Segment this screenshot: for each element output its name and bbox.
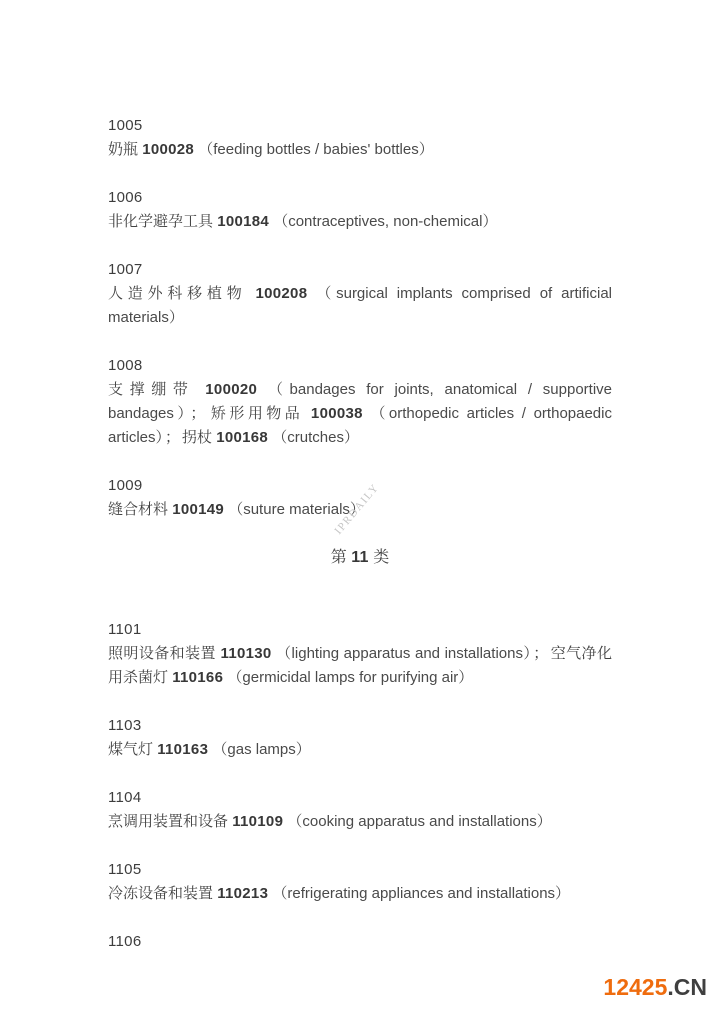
item-english: （orthopedic articles / orthopaedic articles） xyxy=(108,405,612,446)
item-term: 冷冻设备和装置 xyxy=(108,886,214,902)
watermark-text: IPRDAILY xyxy=(332,481,382,537)
item-code: 100208 xyxy=(255,285,308,302)
group-code: 1009 xyxy=(108,477,143,494)
item-term: 缝合材料 xyxy=(108,502,169,518)
class-heading-prefix: 第 xyxy=(330,549,347,566)
class-group-1008 xyxy=(108,354,612,450)
item-english: （feeding bottles / babies' bottles） xyxy=(198,141,434,158)
site-logo-number: 12425 xyxy=(603,974,668,1000)
site-logo-tld: .CN xyxy=(667,974,707,1000)
item-term: 照明设备和装置 xyxy=(108,646,216,662)
class-group-1104 xyxy=(108,786,612,834)
class-group-1009 xyxy=(108,474,612,522)
item-code: 110163 xyxy=(157,741,209,758)
item-english: （lighting apparatus and installations） xyxy=(276,645,532,662)
item-term: 烹调用装置和设备 xyxy=(108,814,229,830)
item-separator: ； xyxy=(165,430,181,446)
class-group-1103 xyxy=(108,714,612,762)
item-code: 110213 xyxy=(217,885,269,902)
item-separator: ； xyxy=(190,406,206,422)
item-english: （germicidal lamps for purifying air） xyxy=(227,669,474,686)
class-group-1007 xyxy=(108,258,612,330)
item-term: 拐杖 xyxy=(182,430,213,446)
classification-list xyxy=(108,114,612,978)
class-heading xyxy=(108,546,612,570)
group-items xyxy=(108,282,612,330)
group-items xyxy=(108,210,612,234)
item-code: 100149 xyxy=(172,501,225,518)
group-items xyxy=(108,138,612,162)
item-english: （refrigerating appliances and installations） xyxy=(272,885,571,902)
group-code: 1005 xyxy=(108,117,143,134)
class-group-1101 xyxy=(108,618,612,690)
item-code: 100028 xyxy=(142,141,195,158)
site-logo xyxy=(603,974,707,1001)
item-term: 煤气灯 xyxy=(108,742,154,758)
item-english: （crutches） xyxy=(272,429,359,446)
item-term: 人造外科移植物 xyxy=(108,286,247,302)
group-code: 1007 xyxy=(108,261,143,278)
group-code: 1008 xyxy=(108,357,143,374)
class-group-1106 xyxy=(108,930,612,954)
item-separator: ； xyxy=(533,646,549,662)
group-code: 1101 xyxy=(108,621,142,638)
group-items xyxy=(108,810,612,834)
group-code: 1006 xyxy=(108,189,143,206)
item-term: 空气净化用杀菌灯 xyxy=(108,646,612,686)
class-group-1006 xyxy=(108,186,612,234)
item-english: （bandages for joints, anatomical / supportive bandages） xyxy=(108,381,612,422)
class-heading-number: 11 xyxy=(351,549,369,566)
item-code: 100020 xyxy=(205,381,258,398)
item-term: 支撑绷带 xyxy=(108,382,195,398)
group-code: 1103 xyxy=(108,717,142,734)
group-items xyxy=(108,498,612,522)
item-english: （surgical implants comprised of artificial materials） xyxy=(108,285,613,326)
item-english: （cooking apparatus and installations） xyxy=(287,813,552,830)
group-code: 1106 xyxy=(108,933,142,950)
class-group-1005 xyxy=(108,114,612,162)
item-code: 110166 xyxy=(172,669,224,686)
group-items xyxy=(108,882,612,906)
group-items xyxy=(108,378,612,450)
item-term: 矫形用物品 xyxy=(207,406,304,422)
item-code: 100038 xyxy=(310,405,363,422)
item-english: （contraceptives, non-chemical） xyxy=(273,213,498,230)
item-code: 110130 xyxy=(220,645,272,662)
item-term: 奶瓶 xyxy=(108,142,139,158)
item-term: 非化学避孕工具 xyxy=(108,214,214,230)
class-group-1105 xyxy=(108,858,612,906)
group-code: 1105 xyxy=(108,861,142,878)
group-items xyxy=(108,738,612,762)
item-english: （suture materials） xyxy=(228,501,365,518)
item-english: （gas lamps） xyxy=(212,741,311,758)
class-heading-suffix: 类 xyxy=(373,549,390,566)
group-items xyxy=(108,642,612,690)
group-code: 1104 xyxy=(108,789,142,806)
item-code: 100168 xyxy=(216,429,269,446)
item-code: 110109 xyxy=(232,813,284,830)
item-code: 100184 xyxy=(217,213,270,230)
